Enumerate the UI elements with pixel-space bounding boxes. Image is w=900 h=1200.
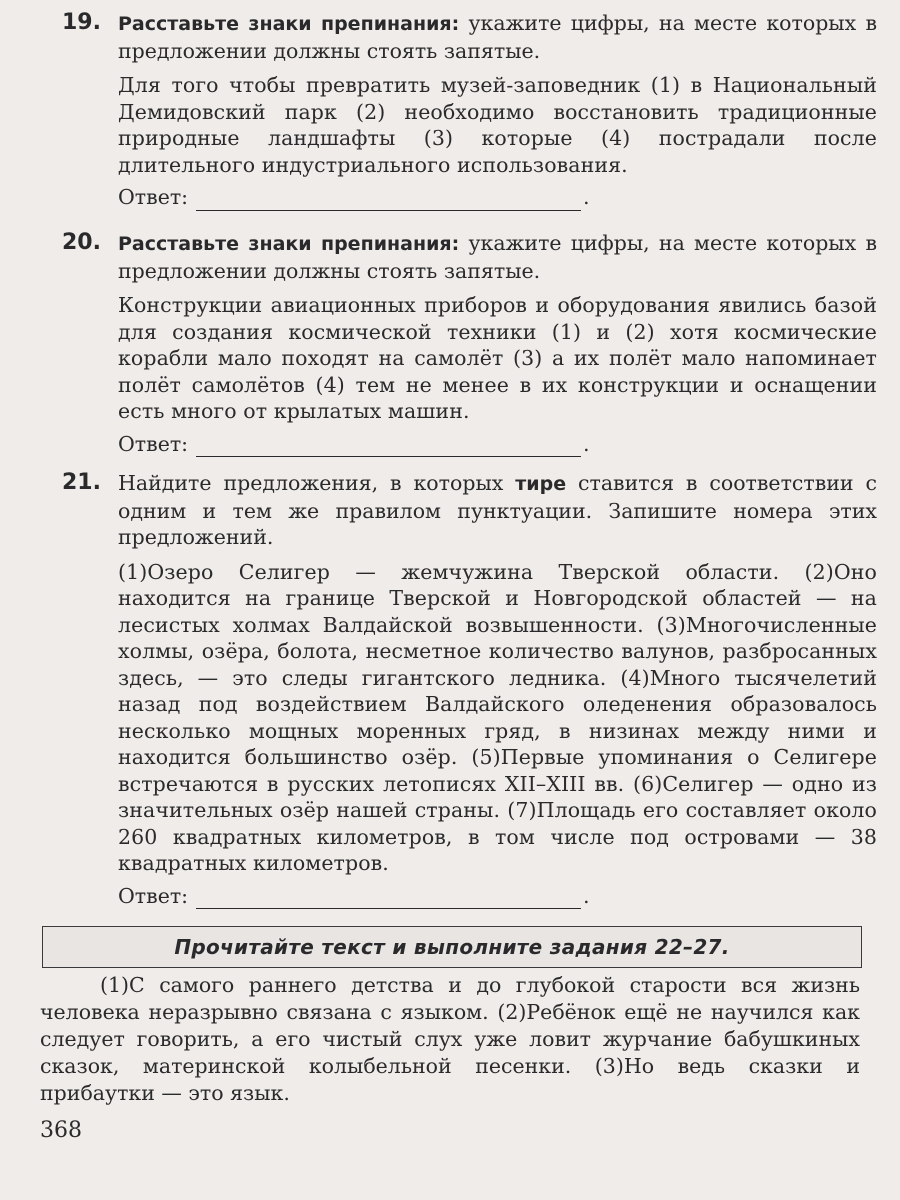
answer-label: Ответ: xyxy=(118,185,189,209)
task-instruction xyxy=(118,230,877,284)
instruction-rest: укажите цифры, на месте которых в предложении должны стоять запятые. xyxy=(118,11,877,63)
answer-label: Ответ: xyxy=(118,883,189,908)
answer-end-mark: . xyxy=(583,185,590,209)
task-19 xyxy=(62,10,877,211)
page-number: 368 xyxy=(40,1118,82,1143)
answer-field[interactable] xyxy=(196,188,581,211)
answer-label: Ответ: xyxy=(118,431,189,456)
answer-end-mark: . xyxy=(583,431,590,456)
task-number: 21. xyxy=(62,470,101,495)
answer-field[interactable] xyxy=(196,886,581,909)
instruction-bold: тире xyxy=(515,473,567,495)
answer-row xyxy=(118,883,877,910)
task-number: 20. xyxy=(62,230,101,255)
instruction-pre: Найдите предложения, в которых xyxy=(118,471,516,495)
instruction-bold: Расставьте знаки препинания: xyxy=(118,233,460,255)
task-instruction xyxy=(118,10,877,64)
task-number: 19. xyxy=(62,10,101,35)
task-21 xyxy=(62,470,877,909)
instruction-rest: укажите цифры, на месте которых в предложении должны стоять запятые. xyxy=(118,231,877,283)
instruction-rest: ставится в соответствии с одним и тем же правилом пунктуации. Запишите номера этих предложений. xyxy=(118,471,877,549)
task-text: Для того чтобы превратить музей-заповедник (1) в Национальный Демидовский парк (2) необходимо восстановить традиционные природные ландшафты (3) которые (4) пострадали после длительного индустриального использования. xyxy=(118,73,877,177)
reading-task-banner: Прочитайте текст и выполните задания 22–27. xyxy=(42,926,862,968)
task-text: Конструкции авиационных приборов и оборудования явились базой для создания космической техники (1) и (2) хотя космические корабли мало походят на самолёт (3) а их полёт мало напоминает полёт самолётов (4) тем не менее в их конструкции и оснащении есть много от крылатых машин. xyxy=(118,293,877,423)
answer-row xyxy=(118,184,877,211)
answer-row xyxy=(118,431,877,458)
instruction-bold: Расставьте знаки препинания: xyxy=(118,13,460,35)
reading-text: (1)С самого раннего детства и до глубокой старости вся жизнь человека неразрывно связана с языком. (2)Ребёнок ещё не научился как следует говорить, а его чистый слух уже ловит журчание бабушкиных сказок, материнской колыбельной песенки. (3)Но ведь сказки и прибаутки — это язык. xyxy=(40,973,860,1105)
task-text: (1)Озеро Селигер — жемчужина Тверской области. (2)Оно находится на границе Тверской и Новгородской областей — на лесистых холмах Валдайской возвышенности. (3)Многочисленные холмы, озёра, болота, несметное количество валунов, разбросанных здесь, — это следы гигантского ледника. (4)Много тысячелетий назад под воздействием Валдайского оледенения образовалось несколько мощных моренных гряд, в низинах между ними и находится большинство озёр. (5)Первые упоминания о Селигере встречаются в русских летописях XII–XIII вв. (6)Селигер — одно из значительных озёр нашей страны. (7)Площадь его составляет около 260 квадратных километров, в том числе под островами — 38 квадратных километров. xyxy=(118,559,877,875)
answer-end-mark: . xyxy=(583,883,590,908)
answer-field[interactable] xyxy=(196,434,581,457)
task-instruction xyxy=(118,470,877,551)
task-20 xyxy=(62,230,877,457)
